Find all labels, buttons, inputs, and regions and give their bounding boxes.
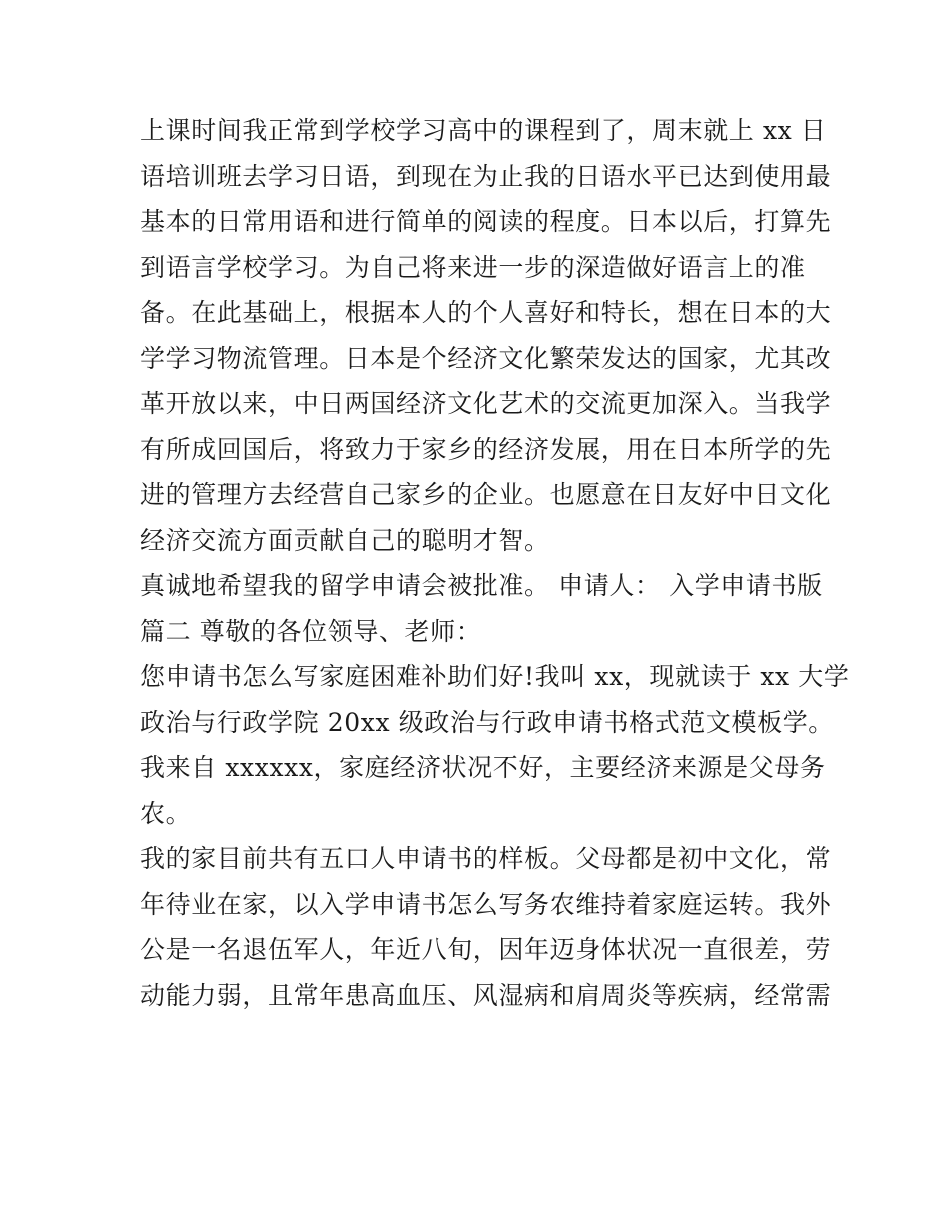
text-line: 语培训班去学习日语，到现在为止我的日语水平已达到使用最 <box>140 161 832 191</box>
text-line: 公是一名退伍军人，年近八旬，因年迈身体状况一直很差，劳 <box>140 935 832 964</box>
text-line: 政治与行政学院 20xx 级政治与行政申请书格式范文模板学。 <box>140 707 834 737</box>
text-line: 您申请书怎么写家庭困难补助们好!我叫 xx，现就读于 xx 大学 <box>140 662 850 691</box>
text-line: 真诚地希望我的留学申请会被批准。 申请人： 入学申请书版 <box>140 571 823 600</box>
text-line: 经济交流方面贡献自己的聪明才智。 <box>140 525 550 555</box>
text-line: 农。 <box>140 798 192 828</box>
text-line: 有所成回国后，将致力于家乡的经济发展，用在日本所学的先 <box>140 434 832 464</box>
text-line: 到语言学校学习。为自己将来进一步的深造做好语言上的准 <box>140 252 806 282</box>
text-line: 动能力弱，且常年患高血压、风湿病和肩周炎等疾病，经常需 <box>140 980 832 1010</box>
text-line: 我来自 xxxxxx，家庭经济状况不好，主要经济来源是父母务 <box>140 753 826 782</box>
text-line: 上课时间我正常到学校学习高中的课程到了，周末就上 xx 日 <box>140 116 827 145</box>
text-line: 备。在此基础上，根据本人的个人喜好和特长，想在日本的大 <box>140 298 832 327</box>
body-text <box>140 108 850 1018</box>
text-line: 革开放以来，中日两国经济文化艺术的交流更加深入。当我学 <box>140 389 832 418</box>
text-line: 我的家目前共有五口人申请书的样板。父母都是初中文化，常 <box>140 844 832 873</box>
text-line: 基本的日常用语和进行简单的阅读的程度。日本以后，打算先 <box>140 207 832 236</box>
text-line: 进的管理方去经营自己家乡的企业。也愿意在日友好中日文化 <box>140 480 832 509</box>
text-line: 学学习物流管理。日本是个经济文化繁荣发达的国家，尤其改 <box>140 343 832 373</box>
text-line: 年待业在家，以入学申请书怎么写务农维持着家庭运转。我外 <box>140 889 832 919</box>
section-heading: 篇二 尊敬的各位领导、老师： <box>140 616 482 646</box>
